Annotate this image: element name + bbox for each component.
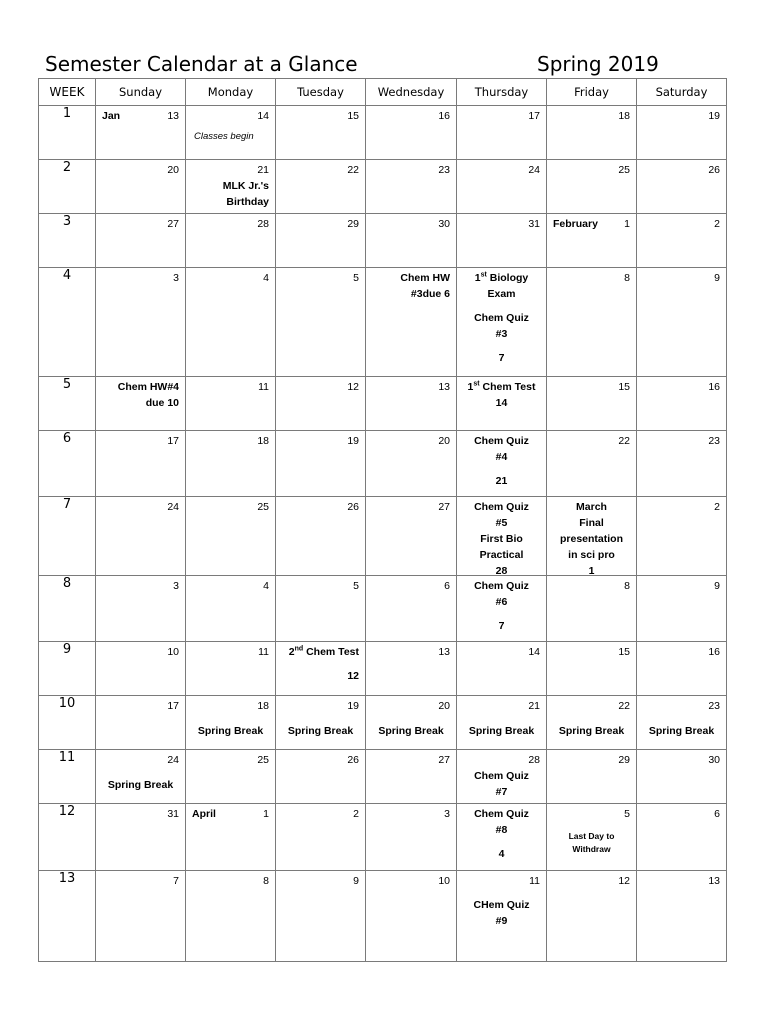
day-cell-friday bbox=[547, 431, 637, 497]
day-cell-tuesday bbox=[276, 696, 366, 750]
day-cell-sunday bbox=[96, 214, 186, 268]
day-cell-sunday bbox=[96, 377, 186, 431]
day-cell-wednesday bbox=[366, 268, 457, 377]
week-row bbox=[39, 750, 727, 804]
day-number: 8 bbox=[624, 272, 630, 284]
day-number: 24 bbox=[167, 501, 179, 513]
day-number: 30 bbox=[708, 754, 720, 766]
day-cell-tuesday bbox=[276, 160, 366, 214]
event-note: MLK Jr.'s bbox=[222, 180, 269, 192]
day-cell-monday bbox=[186, 214, 276, 268]
day-cell-tuesday bbox=[276, 106, 366, 160]
event-note bbox=[459, 270, 544, 286]
week-row bbox=[39, 804, 727, 871]
day-cell-saturday bbox=[637, 106, 727, 160]
event-note bbox=[278, 644, 359, 660]
event-note: 7 bbox=[498, 352, 505, 364]
day-number: 2 bbox=[714, 501, 720, 513]
day-cell-wednesday bbox=[366, 160, 457, 214]
week-number: 6 bbox=[39, 431, 96, 497]
day-cell-monday bbox=[186, 871, 276, 962]
day-cell-friday bbox=[547, 576, 637, 642]
column-header-friday: Friday bbox=[547, 79, 637, 106]
spring-break-label: Spring Break bbox=[197, 725, 264, 737]
day-cell-sunday bbox=[96, 160, 186, 214]
header-row bbox=[39, 79, 727, 106]
event-note bbox=[459, 379, 544, 395]
day-cell-thursday bbox=[457, 804, 547, 871]
column-header-sunday: Sunday bbox=[96, 79, 186, 106]
day-cell-monday bbox=[186, 377, 276, 431]
day-number: 15 bbox=[618, 381, 630, 393]
day-cell-saturday bbox=[637, 431, 727, 497]
day-number: 23 bbox=[708, 435, 720, 447]
day-cell-friday bbox=[547, 160, 637, 214]
day-cell-friday bbox=[547, 696, 637, 750]
day-number: 13 bbox=[167, 110, 179, 122]
day-cell-friday bbox=[547, 750, 637, 804]
day-number: 8 bbox=[263, 875, 269, 887]
day-number: 26 bbox=[347, 501, 359, 513]
day-cell-tuesday bbox=[276, 214, 366, 268]
day-cell-thursday bbox=[457, 642, 547, 696]
event-note: Chem Quiz bbox=[474, 808, 529, 820]
spring-break-label: Spring Break bbox=[468, 725, 535, 737]
event-note: CHem Quiz bbox=[473, 899, 530, 911]
event-note: #4 bbox=[495, 451, 508, 463]
event-note: Chem Quiz bbox=[474, 501, 529, 513]
column-header-thursday: Thursday bbox=[457, 79, 547, 106]
day-number: 26 bbox=[708, 164, 720, 176]
day-cell-friday bbox=[547, 377, 637, 431]
event-note: #8 bbox=[495, 824, 508, 836]
day-cell-sunday bbox=[96, 576, 186, 642]
day-number: 28 bbox=[528, 754, 540, 766]
event-note: Final bbox=[579, 517, 604, 529]
day-number: 15 bbox=[618, 646, 630, 658]
event-note: 4 bbox=[498, 848, 505, 860]
day-number: 17 bbox=[528, 110, 540, 122]
spring-break-label: Spring Break bbox=[107, 779, 174, 791]
event-note: 1 bbox=[588, 565, 595, 577]
week-row bbox=[39, 871, 727, 962]
day-number: 20 bbox=[167, 164, 179, 176]
week-row bbox=[39, 431, 727, 497]
day-cell-thursday bbox=[457, 160, 547, 214]
day-number: 25 bbox=[618, 164, 630, 176]
day-number: 10 bbox=[167, 646, 179, 658]
ordinal-number: 1 bbox=[467, 381, 474, 393]
week-number: 13 bbox=[39, 871, 96, 962]
day-number: 29 bbox=[618, 754, 630, 766]
day-number: 3 bbox=[173, 272, 179, 284]
day-number: 10 bbox=[438, 875, 450, 887]
day-cell-sunday bbox=[96, 268, 186, 377]
day-cell-wednesday bbox=[366, 750, 457, 804]
ordinal-number: 2 bbox=[288, 646, 295, 658]
day-number: 11 bbox=[258, 381, 269, 393]
day-number: 12 bbox=[618, 875, 630, 887]
day-cell-thursday bbox=[457, 871, 547, 962]
ordinal-suffix: st bbox=[480, 271, 487, 279]
day-cell-sunday bbox=[96, 871, 186, 962]
event-note: #9 bbox=[495, 915, 508, 927]
day-number: 9 bbox=[714, 580, 720, 592]
event-note: 14 bbox=[495, 397, 508, 409]
day-cell-saturday bbox=[637, 642, 727, 696]
day-cell-thursday bbox=[457, 268, 547, 377]
day-number: 11 bbox=[258, 646, 269, 658]
day-cell-friday bbox=[547, 106, 637, 160]
event-note: #5 bbox=[495, 517, 508, 529]
day-number: 5 bbox=[353, 272, 359, 284]
day-cell-friday bbox=[547, 268, 637, 377]
day-number: 27 bbox=[167, 218, 179, 230]
event-note: Last Day to bbox=[568, 831, 615, 841]
day-cell-saturday bbox=[637, 160, 727, 214]
day-cell-tuesday bbox=[276, 268, 366, 377]
event-note: #7 bbox=[495, 786, 508, 798]
week-number: 8 bbox=[39, 576, 96, 642]
day-cell-wednesday bbox=[366, 106, 457, 160]
event-note: Chem Quiz bbox=[474, 770, 529, 782]
day-number: 22 bbox=[618, 435, 630, 447]
day-cell-tuesday bbox=[276, 871, 366, 962]
day-number: 18 bbox=[257, 700, 269, 712]
day-number: 8 bbox=[624, 580, 630, 592]
event-note: due 10 bbox=[145, 397, 179, 409]
day-number: 23 bbox=[708, 700, 720, 712]
week-number: 1 bbox=[39, 106, 96, 160]
day-cell-sunday bbox=[96, 497, 186, 576]
day-number: 7 bbox=[173, 875, 179, 887]
day-cell-monday bbox=[186, 696, 276, 750]
day-cell-saturday bbox=[637, 804, 727, 871]
event-note: Birthday bbox=[226, 196, 269, 208]
day-number: 31 bbox=[167, 808, 179, 820]
week-row bbox=[39, 377, 727, 431]
day-number: 19 bbox=[708, 110, 720, 122]
day-cell-monday bbox=[186, 431, 276, 497]
day-number: 20 bbox=[438, 435, 450, 447]
day-number: 13 bbox=[438, 646, 450, 658]
day-cell-thursday bbox=[457, 696, 547, 750]
week-row bbox=[39, 576, 727, 642]
spring-break-label: Spring Break bbox=[648, 725, 715, 737]
day-cell-thursday bbox=[457, 497, 547, 576]
day-cell-thursday bbox=[457, 576, 547, 642]
event-note: Practical bbox=[479, 549, 524, 561]
day-cell-sunday bbox=[96, 642, 186, 696]
column-header-wednesday: Wednesday bbox=[366, 79, 457, 106]
event-note: #3due 6 bbox=[410, 288, 450, 300]
month-label: April bbox=[192, 808, 216, 820]
ordinal-number: 1 bbox=[474, 272, 481, 284]
day-cell-saturday bbox=[637, 268, 727, 377]
event-note: #6 bbox=[495, 596, 508, 608]
day-number: 2 bbox=[353, 808, 359, 820]
event-note: Chem Quiz bbox=[474, 580, 529, 592]
day-number: 3 bbox=[173, 580, 179, 592]
day-number: 3 bbox=[444, 808, 450, 820]
day-number: 19 bbox=[347, 435, 359, 447]
day-number: 24 bbox=[167, 754, 179, 766]
day-cell-tuesday bbox=[276, 377, 366, 431]
day-cell-wednesday bbox=[366, 377, 457, 431]
day-cell-monday bbox=[186, 268, 276, 377]
day-number: 14 bbox=[257, 110, 269, 122]
day-cell-sunday bbox=[96, 804, 186, 871]
week-number: 4 bbox=[39, 268, 96, 377]
day-number: 27 bbox=[438, 501, 450, 513]
week-number: 2 bbox=[39, 160, 96, 214]
day-number: 1 bbox=[263, 808, 269, 820]
day-number: 18 bbox=[257, 435, 269, 447]
day-number: 9 bbox=[714, 272, 720, 284]
day-number: 12 bbox=[347, 381, 359, 393]
day-number: 17 bbox=[167, 435, 179, 447]
day-number: 2 bbox=[714, 218, 720, 230]
week-row bbox=[39, 497, 727, 576]
day-number: 11 bbox=[529, 875, 540, 887]
column-header-monday: Monday bbox=[186, 79, 276, 106]
day-number: 19 bbox=[347, 700, 359, 712]
day-number: 4 bbox=[263, 272, 269, 284]
column-header-week: WEEK bbox=[39, 79, 96, 106]
calendar-table bbox=[38, 78, 727, 962]
day-number: 31 bbox=[528, 218, 540, 230]
day-cell-wednesday bbox=[366, 642, 457, 696]
day-cell-thursday bbox=[457, 106, 547, 160]
day-number: 16 bbox=[708, 381, 720, 393]
day-number: 25 bbox=[257, 754, 269, 766]
day-cell-monday bbox=[186, 497, 276, 576]
day-number: 9 bbox=[353, 875, 359, 887]
day-cell-sunday bbox=[96, 431, 186, 497]
day-cell-saturday bbox=[637, 377, 727, 431]
event-note: Chem Quiz bbox=[474, 435, 529, 447]
day-number: 5 bbox=[353, 580, 359, 592]
day-number: 22 bbox=[347, 164, 359, 176]
week-number: 10 bbox=[39, 696, 96, 750]
event-note: Chem HW#4 bbox=[117, 381, 179, 393]
day-number: 14 bbox=[528, 646, 540, 658]
day-cell-wednesday bbox=[366, 576, 457, 642]
day-cell-wednesday bbox=[366, 431, 457, 497]
day-number: 5 bbox=[624, 808, 630, 820]
week-number: 12 bbox=[39, 804, 96, 871]
day-cell-tuesday bbox=[276, 804, 366, 871]
column-header-tuesday: Tuesday bbox=[276, 79, 366, 106]
day-number: 26 bbox=[347, 754, 359, 766]
week-number: 7 bbox=[39, 497, 96, 576]
day-cell-monday bbox=[186, 106, 276, 160]
week-number: 9 bbox=[39, 642, 96, 696]
day-number: 13 bbox=[438, 381, 450, 393]
day-cell-sunday bbox=[96, 106, 186, 160]
day-cell-tuesday bbox=[276, 642, 366, 696]
day-number: 23 bbox=[438, 164, 450, 176]
day-cell-wednesday bbox=[366, 871, 457, 962]
week-number: 5 bbox=[39, 377, 96, 431]
day-number: 29 bbox=[347, 218, 359, 230]
day-number: 13 bbox=[708, 875, 720, 887]
week-row bbox=[39, 268, 727, 377]
day-cell-sunday bbox=[96, 750, 186, 804]
day-number: 30 bbox=[438, 218, 450, 230]
day-number: 15 bbox=[347, 110, 359, 122]
day-number: 24 bbox=[528, 164, 540, 176]
day-number: 28 bbox=[257, 218, 269, 230]
day-cell-tuesday bbox=[276, 576, 366, 642]
day-cell-saturday bbox=[637, 871, 727, 962]
event-note: First Bio bbox=[480, 533, 523, 545]
day-number: 21 bbox=[528, 700, 540, 712]
event-text: Chem Test bbox=[306, 646, 359, 658]
day-cell-friday bbox=[547, 871, 637, 962]
day-cell-wednesday bbox=[366, 804, 457, 871]
week-row bbox=[39, 696, 727, 750]
event-note: Withdraw bbox=[572, 844, 611, 854]
day-number: 6 bbox=[444, 580, 450, 592]
day-cell-friday bbox=[547, 642, 637, 696]
day-cell-thursday bbox=[457, 377, 547, 431]
day-number: 25 bbox=[257, 501, 269, 513]
day-cell-thursday bbox=[457, 214, 547, 268]
event-note: 21 bbox=[495, 475, 508, 487]
day-cell-friday bbox=[547, 497, 637, 576]
day-cell-monday bbox=[186, 160, 276, 214]
week-row bbox=[39, 642, 727, 696]
week-number: 3 bbox=[39, 214, 96, 268]
week-number: 11 bbox=[39, 750, 96, 804]
ordinal-suffix: nd bbox=[294, 645, 304, 653]
event-note: #3 bbox=[495, 328, 508, 340]
spring-break-label: Spring Break bbox=[378, 725, 444, 737]
day-cell-monday bbox=[186, 750, 276, 804]
day-cell-wednesday bbox=[366, 214, 457, 268]
day-number: 17 bbox=[167, 700, 179, 712]
day-number: 22 bbox=[618, 700, 630, 712]
day-number: 6 bbox=[714, 808, 720, 820]
day-number: 16 bbox=[708, 646, 720, 658]
event-note: 12 bbox=[347, 670, 359, 682]
week-row bbox=[39, 214, 727, 268]
day-number: 4 bbox=[263, 580, 269, 592]
day-cell-saturday bbox=[637, 576, 727, 642]
day-number: 20 bbox=[438, 700, 450, 712]
day-cell-saturday bbox=[637, 696, 727, 750]
day-cell-wednesday bbox=[366, 497, 457, 576]
event-note: Exam bbox=[487, 288, 516, 300]
event-note: Classes begin bbox=[194, 131, 254, 142]
event-note: presentation bbox=[559, 533, 623, 545]
page-title: Semester Calendar at a Glance bbox=[45, 52, 358, 76]
day-cell-saturday bbox=[637, 497, 727, 576]
event-note: 28 bbox=[495, 565, 508, 577]
day-cell-thursday bbox=[457, 431, 547, 497]
column-header-saturday: Saturday bbox=[637, 79, 727, 106]
day-cell-tuesday bbox=[276, 497, 366, 576]
day-cell-sunday bbox=[96, 696, 186, 750]
spring-break-label: Spring Break bbox=[287, 725, 354, 737]
day-cell-tuesday bbox=[276, 750, 366, 804]
day-cell-thursday bbox=[457, 750, 547, 804]
event-text: Chem Test bbox=[482, 381, 536, 393]
day-cell-friday bbox=[547, 804, 637, 871]
day-cell-tuesday bbox=[276, 431, 366, 497]
day-cell-saturday bbox=[637, 214, 727, 268]
month-label: Jan bbox=[102, 110, 121, 122]
ordinal-suffix: st bbox=[473, 380, 480, 388]
event-note: in sci pro bbox=[568, 549, 615, 561]
day-cell-friday bbox=[547, 214, 637, 268]
week-row bbox=[39, 106, 727, 160]
day-number: 18 bbox=[618, 110, 630, 122]
day-number: 16 bbox=[438, 110, 450, 122]
day-number: 27 bbox=[438, 754, 450, 766]
event-text: Biology bbox=[489, 272, 529, 284]
week-row bbox=[39, 160, 727, 214]
day-cell-monday bbox=[186, 642, 276, 696]
spring-break-label: Spring Break bbox=[558, 725, 625, 737]
day-cell-wednesday bbox=[366, 696, 457, 750]
day-number: 1 bbox=[624, 218, 630, 230]
event-note: March bbox=[576, 501, 607, 513]
day-cell-monday bbox=[186, 576, 276, 642]
term-label: Spring 2019 bbox=[537, 52, 659, 76]
day-cell-saturday bbox=[637, 750, 727, 804]
day-cell-monday bbox=[186, 804, 276, 871]
event-note: Chem Quiz bbox=[474, 312, 529, 324]
event-note: Chem HW bbox=[400, 272, 450, 284]
month-label: February bbox=[553, 218, 598, 230]
event-note: 7 bbox=[498, 620, 505, 632]
day-number: 21 bbox=[257, 164, 269, 176]
